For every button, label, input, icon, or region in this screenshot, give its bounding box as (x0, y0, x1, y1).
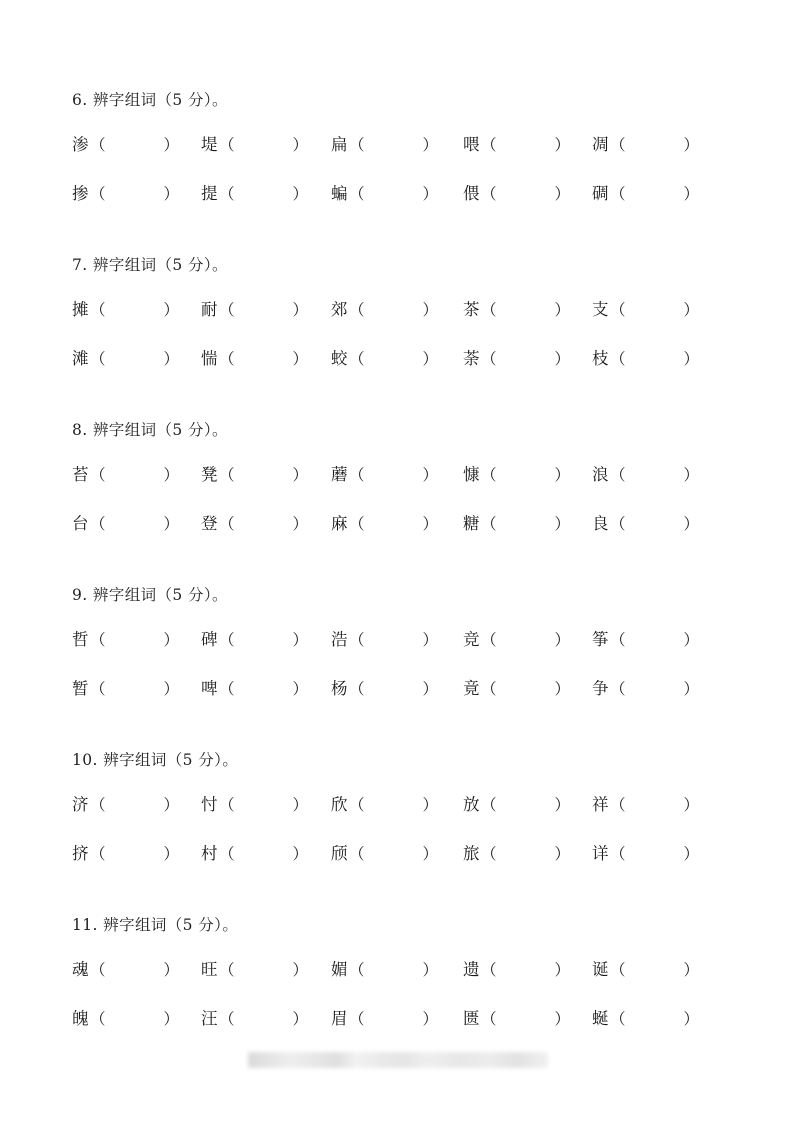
character-blank-cell[interactable] (463, 347, 570, 371)
character-blank-cell[interactable] (592, 793, 699, 817)
paren-close: ） (163, 961, 180, 979)
character-blank-cell[interactable] (72, 677, 179, 701)
paren-open: （ (90, 515, 106, 533)
hanzi-character: 提 (201, 184, 218, 203)
character-blank-cell[interactable] (592, 1007, 699, 1031)
hanzi-character: 蝙 (331, 184, 348, 203)
hanzi-character: 蜒 (592, 1009, 609, 1028)
paren-close: ） (292, 350, 309, 368)
character-row (72, 133, 732, 182)
paren-open: （ (481, 185, 497, 203)
hanzi-character: 杨 (331, 679, 348, 698)
character-blank-cell[interactable] (463, 298, 570, 322)
character-blank-cell[interactable] (592, 463, 699, 487)
paren-open: （ (610, 350, 626, 368)
character-blank-cell[interactable] (72, 958, 179, 982)
paren-open: （ (349, 350, 365, 368)
paren-close: ） (554, 796, 571, 814)
paren-open: （ (610, 961, 626, 979)
section-title: 9. 辨字组词（5 分）。 (72, 586, 228, 604)
section-title: 8. 辨字组词（5 分）。 (72, 421, 228, 439)
character-row (72, 182, 732, 231)
paren-open: （ (90, 136, 106, 154)
character-blank-cell[interactable] (463, 628, 570, 652)
character-blank-cell[interactable] (72, 1007, 179, 1031)
paren-close: ） (683, 301, 700, 319)
paren-close: ） (683, 845, 700, 863)
paren-close: ） (292, 301, 309, 319)
character-blank-cell[interactable] (201, 842, 308, 866)
character-row (72, 463, 732, 512)
character-row (72, 842, 732, 891)
hanzi-character: 登 (201, 514, 218, 533)
paren-close: ） (683, 350, 700, 368)
hanzi-character: 摊 (72, 300, 89, 319)
exercise-section (72, 418, 732, 561)
paren-close: ） (683, 466, 700, 484)
character-blank-cell[interactable] (592, 182, 699, 206)
character-blank-cell[interactable] (331, 677, 438, 701)
character-blank-cell[interactable] (72, 133, 179, 157)
character-blank-cell[interactable] (72, 628, 179, 652)
paren-open: （ (219, 1010, 235, 1028)
paren-open: （ (90, 350, 106, 368)
paren-open: （ (90, 796, 106, 814)
paren-close: ） (422, 301, 439, 319)
hanzi-character: 详 (592, 844, 609, 863)
character-blank-cell[interactable] (592, 512, 699, 536)
paren-close: ） (163, 1010, 180, 1028)
hanzi-character: 喂 (463, 135, 480, 154)
paren-close: ） (422, 350, 439, 368)
hanzi-character: 偎 (463, 184, 480, 203)
character-blank-cell[interactable] (331, 842, 438, 866)
paren-close: ） (683, 136, 700, 154)
character-blank-cell[interactable] (201, 298, 308, 322)
paren-close: ） (554, 845, 571, 863)
paren-close: ） (163, 185, 180, 203)
character-blank-cell[interactable] (201, 512, 308, 536)
hanzi-character: 凋 (592, 135, 609, 154)
hanzi-character: 挤 (72, 844, 89, 863)
hanzi-character: 荼 (463, 349, 480, 368)
watermark-bar (248, 1052, 548, 1068)
hanzi-character: 郊 (331, 300, 348, 319)
paren-close: ） (683, 1010, 700, 1028)
hanzi-character: 旺 (201, 960, 218, 979)
paren-close: ） (163, 631, 180, 649)
paren-close: ） (554, 466, 571, 484)
paren-open: （ (219, 631, 235, 649)
character-blank-cell[interactable] (72, 347, 179, 371)
paren-close: ） (292, 961, 309, 979)
character-blank-cell[interactable] (201, 793, 308, 817)
paren-close: ） (292, 185, 309, 203)
character-blank-cell[interactable] (592, 628, 699, 652)
hanzi-character: 魄 (72, 1009, 89, 1028)
paren-open: （ (481, 680, 497, 698)
paren-close: ） (554, 350, 571, 368)
paren-close: ） (554, 515, 571, 533)
paren-close: ） (292, 845, 309, 863)
hanzi-character: 哲 (72, 630, 89, 649)
hanzi-character: 啤 (201, 679, 218, 698)
character-blank-cell[interactable] (72, 298, 179, 322)
paren-close: ） (292, 680, 309, 698)
character-blank-cell[interactable] (201, 133, 308, 157)
paren-close: ） (422, 466, 439, 484)
character-blank-cell[interactable] (331, 347, 438, 371)
hanzi-character: 掺 (72, 184, 89, 203)
paren-open: （ (90, 301, 106, 319)
paren-open: （ (90, 1010, 106, 1028)
character-blank-cell[interactable] (463, 958, 570, 982)
hanzi-character: 碉 (592, 184, 609, 203)
character-blank-cell[interactable] (463, 512, 570, 536)
paren-open: （ (219, 301, 235, 319)
paren-open: （ (481, 845, 497, 863)
paren-open: （ (481, 796, 497, 814)
paren-close: ） (422, 1010, 439, 1028)
paren-open: （ (610, 845, 626, 863)
hanzi-character: 祥 (592, 795, 609, 814)
paren-close: ） (683, 796, 700, 814)
character-blank-cell[interactable] (592, 133, 699, 157)
paren-close: ） (292, 1010, 309, 1028)
hanzi-character: 济 (72, 795, 89, 814)
hanzi-character: 浩 (331, 630, 348, 649)
paren-open: （ (481, 466, 497, 484)
character-row (72, 677, 732, 726)
paren-close: ） (163, 796, 180, 814)
hanzi-character: 诞 (592, 960, 609, 979)
paren-open: （ (219, 350, 235, 368)
paren-open: （ (610, 301, 626, 319)
hanzi-character: 扁 (331, 135, 348, 154)
character-row (72, 958, 732, 1007)
paren-close: ） (163, 466, 180, 484)
hanzi-character: 媚 (331, 960, 348, 979)
character-row (72, 512, 732, 561)
paren-close: ） (292, 466, 309, 484)
paren-open: （ (219, 845, 235, 863)
hanzi-character: 渗 (72, 135, 89, 154)
paren-open: （ (610, 1010, 626, 1028)
hanzi-character: 凳 (201, 465, 218, 484)
character-blank-cell[interactable] (331, 133, 438, 157)
paren-close: ） (422, 796, 439, 814)
hanzi-character: 支 (592, 300, 609, 319)
hanzi-character: 良 (592, 514, 609, 533)
character-blank-cell[interactable] (72, 463, 179, 487)
hanzi-character: 糖 (463, 514, 480, 533)
hanzi-character: 堤 (201, 135, 218, 154)
hanzi-character: 魂 (72, 960, 89, 979)
hanzi-character: 汪 (201, 1009, 218, 1028)
character-blank-cell[interactable] (463, 1007, 570, 1031)
paren-close: ） (422, 136, 439, 154)
paren-close: ） (163, 515, 180, 533)
paren-close: ） (683, 961, 700, 979)
hanzi-character: 筝 (592, 630, 609, 649)
paren-open: （ (481, 1010, 497, 1028)
paren-close: ） (422, 185, 439, 203)
exercise-section (72, 748, 732, 891)
paren-open: （ (90, 185, 106, 203)
paren-open: （ (349, 136, 365, 154)
paren-open: （ (349, 796, 365, 814)
character-blank-cell[interactable] (463, 182, 570, 206)
paren-open: （ (349, 1010, 365, 1028)
paren-close: ） (683, 185, 700, 203)
character-blank-cell[interactable] (201, 182, 308, 206)
hanzi-character: 旅 (463, 844, 480, 863)
character-row (72, 347, 732, 396)
paren-open: （ (610, 680, 626, 698)
paren-close: ） (422, 631, 439, 649)
character-blank-cell[interactable] (331, 958, 438, 982)
paren-open: （ (219, 796, 235, 814)
hanzi-character: 遗 (463, 960, 480, 979)
character-row (72, 793, 732, 842)
hanzi-character: 匮 (463, 1009, 480, 1028)
hanzi-character: 惴 (201, 349, 218, 368)
paren-close: ） (554, 136, 571, 154)
character-blank-cell[interactable] (72, 793, 179, 817)
paren-open: （ (219, 680, 235, 698)
paren-open: （ (219, 515, 235, 533)
paren-open: （ (481, 301, 497, 319)
paren-close: ） (422, 961, 439, 979)
hanzi-character: 滩 (72, 349, 89, 368)
paren-open: （ (349, 845, 365, 863)
character-blank-cell[interactable] (463, 463, 570, 487)
hanzi-character: 麻 (331, 514, 348, 533)
paren-close: ） (554, 1010, 571, 1028)
hanzi-character: 放 (463, 795, 480, 814)
paren-close: ） (554, 185, 571, 203)
paren-open: （ (610, 515, 626, 533)
hanzi-character: 苔 (72, 465, 89, 484)
hanzi-character: 碑 (201, 630, 218, 649)
hanzi-character: 浪 (592, 465, 609, 484)
paren-close: ） (422, 680, 439, 698)
paren-close: ） (554, 631, 571, 649)
paren-open: （ (349, 631, 365, 649)
paren-open: （ (610, 631, 626, 649)
section-title: 10. 辨字组词（5 分）。 (72, 751, 239, 769)
hanzi-character: 颀 (331, 844, 348, 863)
character-row (72, 1007, 732, 1056)
paren-close: ） (292, 136, 309, 154)
paren-close: ） (163, 301, 180, 319)
hanzi-character: 慷 (463, 465, 480, 484)
character-blank-cell[interactable] (592, 842, 699, 866)
character-blank-cell[interactable] (463, 793, 570, 817)
paren-close: ） (292, 631, 309, 649)
character-blank-cell[interactable] (201, 958, 308, 982)
paren-close: ） (163, 680, 180, 698)
character-blank-cell[interactable] (201, 677, 308, 701)
character-blank-cell[interactable] (72, 182, 179, 206)
paren-open: （ (219, 961, 235, 979)
paren-open: （ (219, 466, 235, 484)
paren-open: （ (610, 185, 626, 203)
character-row (72, 628, 732, 677)
paren-open: （ (481, 515, 497, 533)
paren-open: （ (90, 680, 106, 698)
hanzi-character: 蛟 (331, 349, 348, 368)
paren-close: ） (683, 631, 700, 649)
paren-open: （ (349, 515, 365, 533)
paren-close: ） (292, 796, 309, 814)
paren-open: （ (481, 136, 497, 154)
paren-open: （ (219, 136, 235, 154)
character-blank-cell[interactable] (463, 677, 570, 701)
paren-close: ） (554, 680, 571, 698)
paren-open: （ (349, 185, 365, 203)
paren-close: ） (683, 680, 700, 698)
paren-close: ） (554, 961, 571, 979)
paren-open: （ (481, 631, 497, 649)
character-blank-cell[interactable] (331, 628, 438, 652)
exercise-section (72, 253, 732, 396)
character-blank-cell[interactable] (201, 628, 308, 652)
hanzi-character: 竟 (463, 679, 480, 698)
character-blank-cell[interactable] (72, 512, 179, 536)
section-title: 11. 辨字组词（5 分）。 (72, 916, 239, 934)
hanzi-character: 忖 (201, 795, 218, 814)
paren-open: （ (90, 961, 106, 979)
character-blank-cell[interactable] (331, 1007, 438, 1031)
hanzi-character: 茶 (463, 300, 480, 319)
paren-open: （ (349, 961, 365, 979)
paren-close: ） (422, 845, 439, 863)
character-blank-cell[interactable] (201, 1007, 308, 1031)
character-blank-cell[interactable] (463, 842, 570, 866)
paren-open: （ (90, 845, 106, 863)
hanzi-character: 暂 (72, 679, 89, 698)
character-blank-cell[interactable] (331, 182, 438, 206)
hanzi-character: 欣 (331, 795, 348, 814)
paren-open: （ (349, 466, 365, 484)
character-blank-cell[interactable] (592, 298, 699, 322)
hanzi-character: 眉 (331, 1009, 348, 1028)
character-blank-cell[interactable] (463, 133, 570, 157)
paren-open: （ (349, 680, 365, 698)
paren-open: （ (349, 301, 365, 319)
hanzi-character: 耐 (201, 300, 218, 319)
character-blank-cell[interactable] (331, 793, 438, 817)
exercise-section (72, 88, 732, 231)
character-blank-cell[interactable] (592, 347, 699, 371)
paren-open: （ (610, 466, 626, 484)
paren-close: ） (163, 845, 180, 863)
paren-close: ） (292, 515, 309, 533)
section-title: 6. 辨字组词（5 分）。 (72, 91, 228, 109)
hanzi-character: 蘑 (331, 465, 348, 484)
paren-open: （ (90, 631, 106, 649)
exercise-section (72, 583, 732, 726)
character-blank-cell[interactable] (331, 463, 438, 487)
hanzi-character: 枝 (592, 349, 609, 368)
paren-open: （ (481, 961, 497, 979)
hanzi-character: 争 (592, 679, 609, 698)
paren-open: （ (610, 796, 626, 814)
exercise-section (72, 913, 732, 1056)
character-blank-cell[interactable] (331, 512, 438, 536)
paren-open: （ (90, 466, 106, 484)
paren-close: ） (683, 515, 700, 533)
paren-open: （ (219, 185, 235, 203)
character-blank-cell[interactable] (72, 842, 179, 866)
character-row (72, 298, 732, 347)
worksheet-content (72, 88, 732, 1078)
paren-close: ） (163, 350, 180, 368)
section-title: 7. 辨字组词（5 分）。 (72, 256, 228, 274)
hanzi-character: 竞 (463, 630, 480, 649)
paren-close: ） (554, 301, 571, 319)
character-blank-cell[interactable] (331, 298, 438, 322)
character-blank-cell[interactable] (201, 463, 308, 487)
character-blank-cell[interactable] (592, 958, 699, 982)
paren-close: ） (163, 136, 180, 154)
paren-open: （ (610, 136, 626, 154)
paren-open: （ (481, 350, 497, 368)
character-blank-cell[interactable] (592, 677, 699, 701)
hanzi-character: 台 (72, 514, 89, 533)
paren-close: ） (422, 515, 439, 533)
hanzi-character: 村 (201, 844, 218, 863)
character-blank-cell[interactable] (201, 347, 308, 371)
